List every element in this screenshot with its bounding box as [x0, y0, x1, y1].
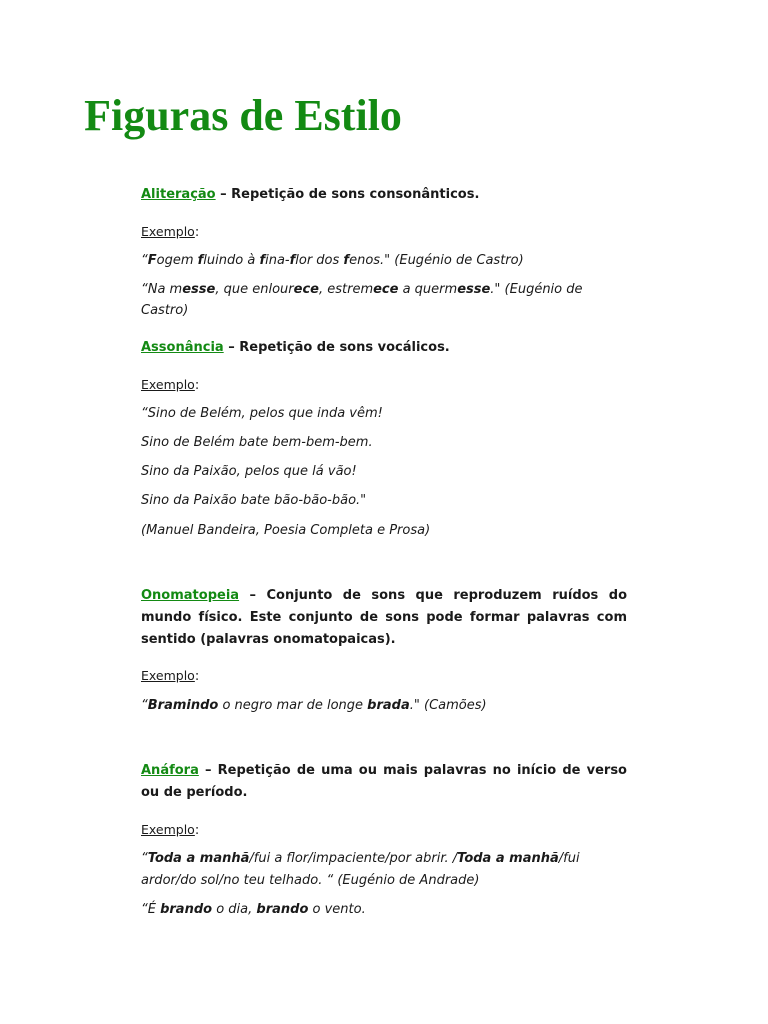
- text: “Na m: [141, 282, 183, 297]
- text: ." (Eugénio de: [490, 282, 583, 297]
- assonancia-line: Sino da Paixão, pelos que lá vão!: [141, 464, 357, 479]
- onomatopeia-example: [141, 695, 627, 717]
- assonancia-line: Sino da Paixão bate bão-bão-bão.": [141, 493, 367, 508]
- text: /fui a flor/impaciente/por abrir. /: [249, 851, 458, 866]
- quote: “: [141, 698, 148, 713]
- anafora-example-1-cont: ardor/do sol/no teu telhado. “ (Eugénio de Andrade): [141, 873, 480, 888]
- anafora-example-2: [141, 899, 627, 921]
- term-aliteracao[interactable]: Aliteração: [141, 187, 216, 202]
- text: enos." (Eugénio de Castro): [349, 253, 524, 268]
- emph: ece: [293, 282, 319, 297]
- text: ogem: [156, 253, 198, 268]
- emph: F: [147, 253, 157, 268]
- definition-onomatopeia: – Conjunto de sons que reproduzem ruídos do mundo físico. Este conjunto de sons pode formar palavras com sentido (palavras onomatopaicas).: [141, 588, 627, 647]
- example-label: Exemplo:: [141, 224, 200, 240]
- text: ina-: [265, 253, 290, 268]
- aliteracao-example-1: [141, 250, 627, 272]
- text: a querm: [398, 282, 458, 297]
- emph: f: [197, 253, 204, 268]
- quote: “: [141, 851, 148, 866]
- assonancia-heading: [141, 337, 627, 359]
- example-label-text: Exemplo: [141, 377, 195, 392]
- anafora-heading: [141, 760, 627, 804]
- assonancia-line: Sino de Belém bate bem-bem-bem.: [141, 435, 373, 450]
- text: , que enlour: [215, 282, 294, 297]
- emph: f: [343, 253, 350, 268]
- emph: brando: [160, 902, 213, 917]
- assonancia-source: (Manuel Bandeira, Poesia Completa e Prosa): [141, 523, 431, 538]
- quote: “É: [141, 902, 161, 917]
- term-onomatopeia[interactable]: Onomatopeia: [141, 588, 240, 603]
- definition-assonancia: – Repetição de sons vocálicos.: [223, 340, 450, 355]
- term-assonancia[interactable]: Assonância: [141, 340, 224, 355]
- aliteracao-heading: [141, 184, 627, 206]
- definition-anafora: – Repetição de uma ou mais palavras no início de verso ou de período.: [141, 763, 627, 800]
- text: o negro mar de longe: [218, 698, 368, 713]
- example-label-text: Exemplo: [141, 668, 195, 683]
- text: o dia,: [212, 902, 257, 917]
- assonancia-line: “Sino de Belém, pelos que inda vêm!: [141, 406, 383, 421]
- emph: f: [289, 253, 296, 268]
- onomatopeia-heading: [141, 585, 627, 651]
- text: /fui: [558, 851, 580, 866]
- emph: esse: [182, 282, 216, 297]
- emph: brada: [367, 698, 410, 713]
- term-anafora[interactable]: Anáfora: [141, 763, 199, 778]
- emph: Toda a manhã: [147, 851, 250, 866]
- emph: Bramindo: [147, 698, 219, 713]
- text: luindo à: [203, 253, 260, 268]
- emph: f: [259, 253, 266, 268]
- anafora-example-1: [141, 848, 627, 870]
- page-title: Figuras de Estilo: [84, 91, 402, 140]
- emph: brando: [256, 902, 309, 917]
- text: lor dos: [295, 253, 344, 268]
- text: o vento.: [308, 902, 366, 917]
- emph: ece: [373, 282, 399, 297]
- example-label: Exemplo:: [141, 822, 200, 838]
- emph: Toda a manhã: [457, 851, 559, 866]
- example-label: Exemplo:: [141, 668, 200, 684]
- example-label: Exemplo:: [141, 377, 200, 393]
- aliteracao-example-2-cont: Castro): [141, 303, 189, 318]
- aliteracao-example-2: [141, 279, 627, 301]
- text: , estrem: [318, 282, 374, 297]
- quote: “: [141, 253, 148, 268]
- definition-aliteracao: – Repetição de sons consonânticos.: [215, 187, 480, 202]
- text: ." (Camões): [409, 698, 487, 713]
- emph: esse: [457, 282, 491, 297]
- example-label-text: Exemplo: [141, 822, 195, 837]
- example-label-text: Exemplo: [141, 224, 195, 239]
